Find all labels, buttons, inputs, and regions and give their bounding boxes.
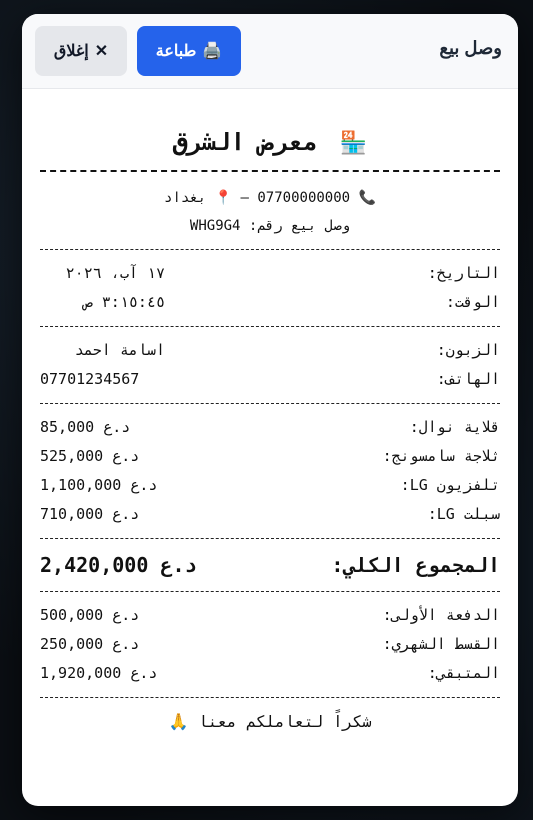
divider	[40, 249, 500, 250]
divider	[40, 538, 500, 539]
shop-name: معرض الشرق	[172, 128, 318, 156]
item-price: 525,000 د.ع	[40, 447, 140, 465]
item-price: 85,000 د.ع	[40, 418, 131, 436]
divider	[40, 326, 500, 327]
time-value: ٣:١٥:٤٥ ص	[83, 293, 165, 311]
item-name: ثلاجة سامسونج:	[382, 447, 500, 465]
payment-label: القسط الشهري:	[382, 635, 500, 653]
payment-value: 250,000 د.ع	[40, 635, 140, 653]
phone-label: الهاتف:	[436, 370, 500, 388]
shop-heading	[40, 128, 500, 156]
store-icon: 🏪	[339, 131, 368, 156]
close-icon: ✕	[94, 43, 109, 60]
payment-row	[40, 601, 500, 630]
phone-value: 07701234567	[40, 370, 140, 388]
payment-row	[40, 630, 500, 659]
payment-label: المتبقي:	[427, 664, 500, 682]
customer-row	[40, 336, 500, 365]
divider	[40, 697, 500, 698]
total-value: 2,420,000 د.ع	[40, 553, 197, 577]
item-name: تلفزيون LG:	[400, 476, 500, 494]
payment-row	[40, 659, 500, 688]
receipt-number: WHG9G4	[189, 218, 241, 234]
date-label: التاريخ:	[427, 264, 500, 282]
contact-separator: —	[240, 190, 249, 206]
customer-value: اسامة احمد	[74, 341, 165, 359]
praying-hands-icon: 🙏	[168, 712, 189, 731]
item-name: قلاية نوال:	[409, 418, 500, 436]
payment-value: 500,000 د.ع	[40, 606, 140, 624]
phone-row	[40, 365, 500, 394]
receipt-number-label: وصل بيع رقم:	[248, 218, 351, 234]
payment-label: الدفعة الأولى:	[382, 606, 500, 624]
customer-label: الزبون:	[436, 341, 500, 359]
item-row	[40, 442, 500, 471]
date-row	[40, 259, 500, 288]
contact-phone: 07700000000	[257, 190, 351, 206]
receipt-modal	[22, 14, 518, 806]
item-row	[40, 500, 500, 529]
time-label: الوقت:	[445, 293, 500, 311]
contact-city: بغداد	[164, 190, 207, 206]
modal-title: وصل بيع	[439, 38, 502, 58]
total-label: المجموع الكلي:	[331, 553, 500, 577]
divider	[40, 591, 500, 592]
close-button[interactable]	[35, 26, 127, 76]
payment-value: 1,920,000 د.ع	[40, 664, 158, 682]
total-row	[40, 548, 500, 582]
location-pin-icon: 📍	[214, 190, 233, 206]
printer-icon: 🖨️	[202, 43, 223, 60]
item-price: 1,100,000 د.ع	[40, 476, 158, 494]
print-button-label: طباعة	[155, 43, 197, 60]
receipt-number-line	[40, 212, 500, 240]
thanks-line	[40, 712, 500, 731]
item-name: سبلت LG:	[427, 505, 500, 523]
item-row	[40, 413, 500, 442]
contact-line	[40, 184, 500, 212]
divider	[40, 403, 500, 404]
phone-icon: 📞	[358, 190, 376, 206]
close-button-label: إغلاق	[53, 43, 89, 60]
item-row	[40, 471, 500, 500]
receipt-body	[40, 110, 500, 731]
thanks-text: شكراً لتعاملكم معنا	[198, 712, 372, 731]
divider	[40, 170, 500, 172]
date-value: ١٧ آب، ٢٠٢٦	[65, 264, 165, 282]
modal-header	[22, 14, 518, 89]
print-button[interactable]	[137, 26, 241, 76]
time-row	[40, 288, 500, 317]
item-price: 710,000 د.ع	[40, 505, 140, 523]
